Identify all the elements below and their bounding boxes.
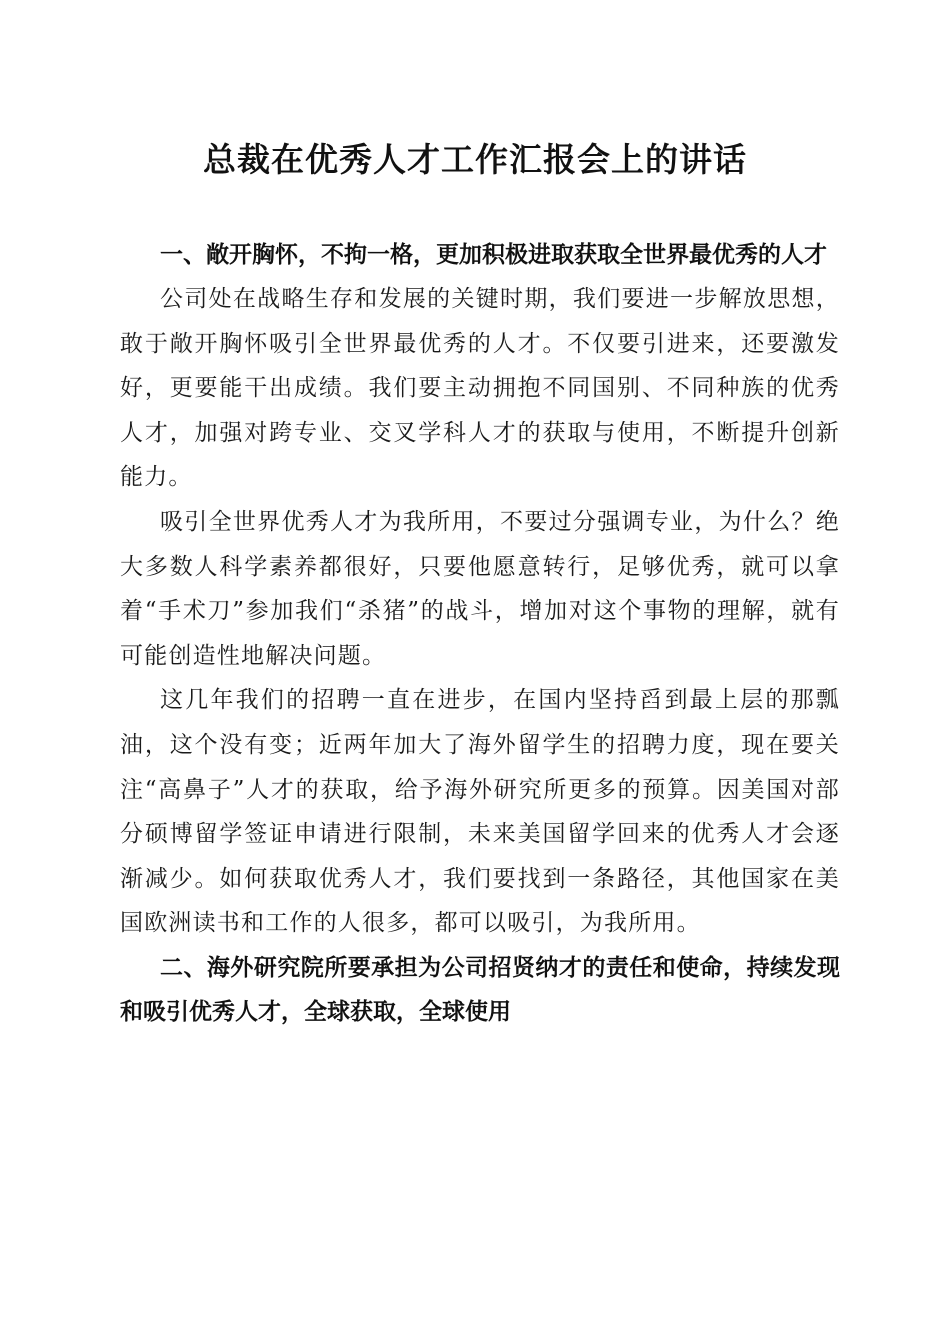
document-title: 总裁在优秀人才工作汇报会上的讲话 <box>203 140 747 179</box>
section-heading-2: 二、海外研究院所要承担为公司招贤纳才的责任和使命，持续发现和吸引优秀人才，全球获取，全球使用 <box>120 954 840 1025</box>
paragraph: 公司处在战略生存和发展的关键时期，我们要进一步解放思想，敢于敞开胸怀吸引全世界最优秀的人才。不仅要引进来，还要激发好，更要能干出成绩。我们要主动拥抱不同国别、不同种族的优秀人才，加强对跨专业、交叉学科人才的获取与使用，不断提升创新能力。 <box>120 286 840 491</box>
section-heading-1: 一、敞开胸怀，不拘一格，更加积极进取获取全世界最优秀的人才 <box>160 242 827 268</box>
paragraph: 吸引全世界优秀人才为我所用，不要过分强调专业，为什么？绝大多数人科学素养都很好，只要他愿意转行，足够优秀，就可以拿着“手术刀”参加我们“杀猪”的战斗，增加对这个事物的理解，就有可能创造性地解决问题。 <box>120 508 840 669</box>
paragraph: 这几年我们的招聘一直在进步，在国内坚持舀到最上层的那瓢油，这个没有变；近两年加大了海外留学生的招聘力度，现在要关注“高鼻子”人才的获取，给予海外研究所更多的预算。因美国对部分硕博留学签证申请进行限制，未来美国留学回来的优秀人才会逐渐减少。如何获取优秀人才，我们要找到一条路径，其他国家在美国欧洲读书和工作的人很多，都可以吸引，为我所用。 <box>120 687 840 937</box>
document-body <box>120 233 840 1034</box>
